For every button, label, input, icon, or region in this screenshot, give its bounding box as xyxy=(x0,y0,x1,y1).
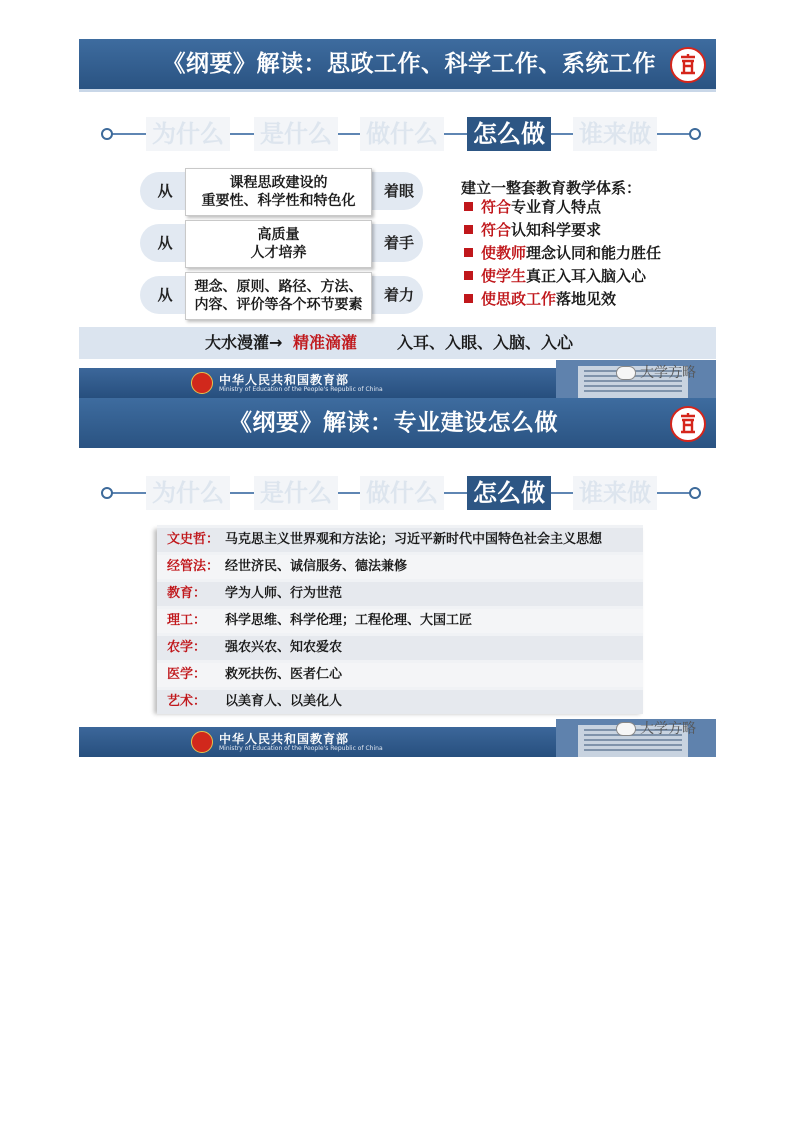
table-content: 学为人师、行为世范 xyxy=(225,586,343,601)
watermark xyxy=(616,362,696,382)
table-content: 马克思主义世界观和方法论；习近平新时代中国特色社会主义思想 xyxy=(225,532,603,547)
step-who: 谁来做 xyxy=(573,476,657,510)
system-item xyxy=(464,220,601,240)
system-item-highlight: 符合 xyxy=(481,198,512,216)
ministry-name-en: Ministry of Education of the People's Republic of China xyxy=(219,386,383,393)
banner-part-b: 精准滴灌 xyxy=(293,333,358,352)
step-how-active: 怎么做 xyxy=(467,117,551,151)
row-line1: 理念、原则、路径、方法、 xyxy=(194,279,363,295)
system-item-text: 理念认同和能力胜任 xyxy=(526,244,662,262)
table-content: 科学思维、科学伦理；工程伦理、大国工匠 xyxy=(225,613,473,628)
watermark xyxy=(616,718,696,738)
step-what-to-do: 做什么 xyxy=(360,117,444,151)
system-item xyxy=(464,197,601,217)
row-right-label: 着力 xyxy=(383,286,414,304)
system-item xyxy=(464,266,646,286)
banner-part-c: 入耳、入眼、入脑、入心 xyxy=(397,333,574,352)
table-row xyxy=(157,690,643,714)
national-emblem-icon xyxy=(191,372,213,394)
system-item xyxy=(464,289,616,309)
row-right-label: 着眼 xyxy=(383,182,414,200)
table-row xyxy=(157,663,643,687)
watermark-text: 大学方略 xyxy=(640,365,696,381)
row-line2: 重要性、科学性和特色化 xyxy=(201,193,356,209)
step-end-dot xyxy=(689,128,701,140)
slide-2 xyxy=(79,398,716,757)
national-emblem-icon xyxy=(191,731,213,753)
row-line1: 高质量 xyxy=(257,227,300,243)
step-who: 谁来做 xyxy=(573,117,657,151)
row-left-label: 从 xyxy=(157,286,173,304)
university-logo-icon xyxy=(670,47,706,83)
slide-title: 《纲要》解读：思政工作、科学工作、系统工作 xyxy=(162,51,656,77)
step-what: 是什么 xyxy=(254,117,338,151)
table-content: 救死扶伤、医者仁心 xyxy=(225,667,343,682)
table-category: 艺术： xyxy=(167,694,207,709)
ministry-name-en: Ministry of Education of the People's Republic of China xyxy=(219,745,383,752)
system-item-text: 认知科学要求 xyxy=(511,221,602,239)
step-navigation xyxy=(101,117,701,151)
wechat-icon xyxy=(616,366,636,380)
title-bar xyxy=(79,39,716,92)
row-line1: 课程思政建设的 xyxy=(229,175,328,191)
system-item-text: 真正入耳入脑入心 xyxy=(526,267,647,285)
bullet-square-icon xyxy=(464,294,473,303)
step-navigation xyxy=(101,476,701,510)
step-how-active: 怎么做 xyxy=(467,476,551,510)
discipline-table xyxy=(157,525,643,710)
ministry-name-cn: 中华人民共和国教育部 xyxy=(219,732,350,746)
title-bar xyxy=(79,398,716,448)
slide-title: 《纲要》解读：专业建设怎么做 xyxy=(229,410,558,436)
row-card xyxy=(185,168,372,216)
university-logo-icon xyxy=(670,406,706,442)
system-item-highlight: 符合 xyxy=(481,221,512,239)
table-category: 理工： xyxy=(167,613,207,628)
system-item-highlight: 使学生 xyxy=(481,267,527,285)
step-end-dot xyxy=(689,487,701,499)
table-content: 经世济民、诚信服务、德法兼修 xyxy=(225,559,408,574)
step-start-dot xyxy=(101,487,113,499)
table-category: 经管法： xyxy=(167,559,220,574)
system-item-text: 落地见效 xyxy=(556,290,617,308)
row-left-label: 从 xyxy=(157,234,173,252)
wechat-icon xyxy=(616,722,636,736)
table-row xyxy=(157,636,643,660)
table-row xyxy=(157,528,643,552)
table-content: 强农兴农、知农爱农 xyxy=(225,640,343,655)
system-item-highlight: 使思政工作 xyxy=(481,290,557,308)
row-right-label: 着手 xyxy=(383,234,414,252)
table-content: 以美育人、以美化人 xyxy=(225,694,343,709)
summary-banner xyxy=(79,327,716,359)
system-item-text: 专业育人特点 xyxy=(511,198,602,216)
system-title: 建立一整套教育教学体系： xyxy=(461,179,642,197)
bullet-square-icon xyxy=(464,202,473,211)
step-what-to-do: 做什么 xyxy=(360,476,444,510)
table-category: 医学： xyxy=(167,667,207,682)
row-line2: 人才培养 xyxy=(250,245,307,261)
system-item xyxy=(464,243,661,263)
ministry-name-cn: 中华人民共和国教育部 xyxy=(219,373,350,387)
table-row xyxy=(157,609,643,633)
table-category: 文史哲： xyxy=(167,532,220,547)
step-why: 为什么 xyxy=(146,117,230,151)
table-category: 教育： xyxy=(167,586,207,601)
table-row xyxy=(157,555,643,579)
bullet-square-icon xyxy=(464,248,473,257)
step-why: 为什么 xyxy=(146,476,230,510)
row-card xyxy=(185,272,372,320)
watermark-text: 大学方略 xyxy=(640,721,696,737)
bullet-square-icon xyxy=(464,225,473,234)
row-card xyxy=(185,220,372,268)
system-item-highlight: 使教师 xyxy=(481,244,527,262)
bullet-square-icon xyxy=(464,271,473,280)
banner-part-a: 大水漫灌→ xyxy=(205,333,283,352)
row-line2: 内容、评价等各个环节要素 xyxy=(194,297,363,313)
step-start-dot xyxy=(101,128,113,140)
table-row xyxy=(157,582,643,606)
step-what: 是什么 xyxy=(254,476,338,510)
row-left-label: 从 xyxy=(157,182,173,200)
table-category: 农学： xyxy=(167,640,207,655)
